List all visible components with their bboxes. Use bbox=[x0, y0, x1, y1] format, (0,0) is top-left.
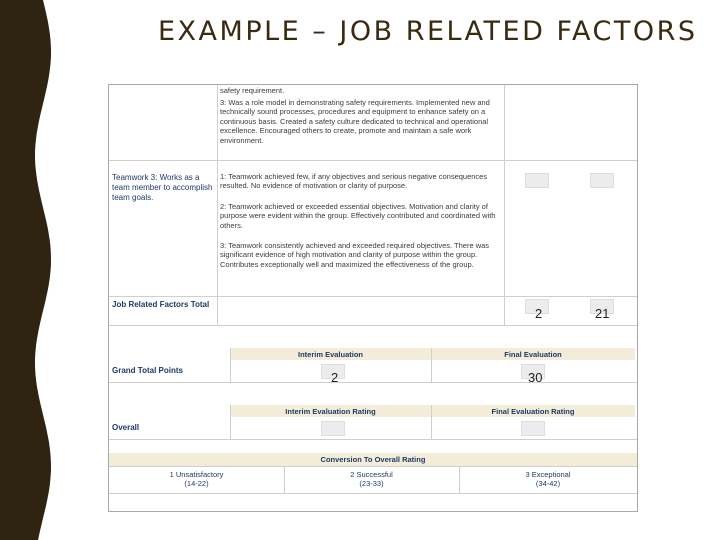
overall-final-rating-field[interactable] bbox=[521, 421, 545, 436]
grand-total-final-value: 30 bbox=[528, 370, 543, 385]
conversion-label: 1 Unsatisfactory bbox=[169, 470, 224, 479]
teamwork-level-2-text: 2: Teamwork achieved or exceeded essential objectives. Motivation and clarity of purpose were evident within the group. Effectively contributed and coordinated with others. bbox=[220, 202, 496, 230]
conversion-item bbox=[459, 470, 637, 488]
teamwork-interim-score-input[interactable] bbox=[525, 173, 549, 188]
conversion-header: Conversion To Overall Rating bbox=[320, 455, 426, 464]
jrf-final-total-value: 21 bbox=[595, 306, 610, 321]
final-evaluation-header: Final Evaluation bbox=[504, 350, 562, 359]
conversion-item bbox=[109, 470, 284, 488]
conversion-label: 3 Exceptional bbox=[525, 470, 571, 479]
jrf-total-label: Job Related Factors Total bbox=[112, 300, 210, 309]
teamwork-level-1-text: 1: Teamwork achieved few, if any objectives and serious negative consequences resulted. No evidence of motivation or clarity of purpose. bbox=[220, 172, 488, 191]
conversion-range: (34-42) bbox=[535, 479, 561, 488]
teamwork-label: Teamwork 3: Works as a team member to accomplish team goals. bbox=[112, 173, 213, 202]
interim-rating-header: Interim Evaluation Rating bbox=[285, 407, 376, 416]
teamwork-final-score-input[interactable] bbox=[590, 173, 614, 188]
teamwork-level-3-text: 3: Teamwork consistently achieved and exceeded required objectives. There was significant evidence of high motivation and clarity of purpose within the group. Contributes exceptionally well and maximized the effectiveness of the group. bbox=[220, 241, 490, 269]
evaluation-form bbox=[108, 84, 638, 512]
overall-interim-rating-field[interactable] bbox=[321, 421, 345, 436]
jrf-interim-total-value: 2 bbox=[535, 306, 543, 321]
interim-evaluation-header: Interim Evaluation bbox=[297, 350, 363, 359]
safety-level-3-text: 3: Was a role model in demonstrating safety requirements. Implemented new and technically sound processes, procedures and equipment to enhance safety on a continuous basis. Created a safety culture dedicated to technical and operational excellence. Encouraged others to create, promote and maintain a safe work environment. bbox=[220, 98, 490, 145]
overall-label: Overall bbox=[112, 423, 140, 432]
grand-total-interim-value: 2 bbox=[331, 370, 339, 385]
conversion-range: (14-22) bbox=[184, 479, 209, 488]
conversion-item bbox=[284, 470, 459, 488]
grand-total-label: Grand Total Points bbox=[112, 366, 183, 375]
slide-title: EXAMPLE – JOB RELATED FACTORS bbox=[158, 16, 698, 47]
final-rating-header: Final Evaluation Rating bbox=[491, 407, 575, 416]
conversion-label: 2 Successful bbox=[350, 470, 393, 479]
conversion-range: (23-33) bbox=[359, 479, 384, 488]
wavy-border-decoration bbox=[0, 0, 60, 540]
previous-row-tail-text: safety requirement. bbox=[220, 86, 285, 95]
